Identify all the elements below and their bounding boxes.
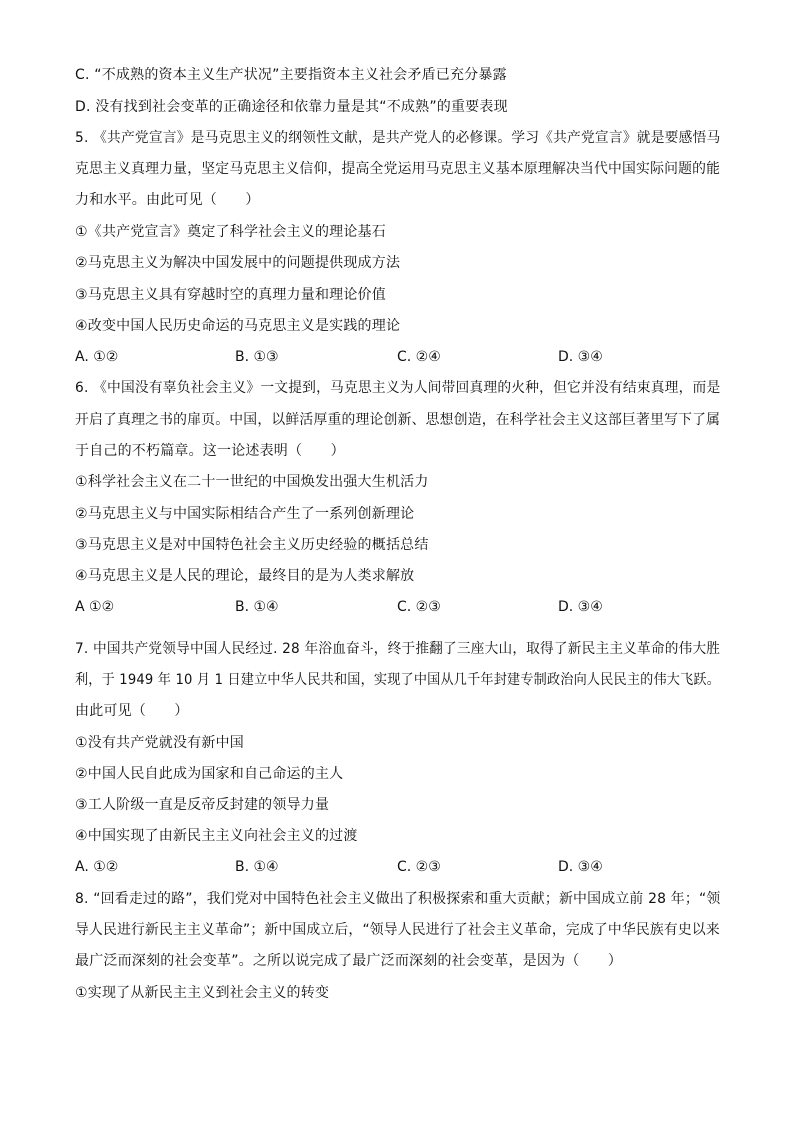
q5-statement-4: ④改变中国人民历史命运的马克思主义是实践的理论 bbox=[75, 318, 401, 334]
q7-stem-line-2: 利，于 1949 年 10 月 1 日建立中华人民共和国，实现了中国从几千年封建专制政治向人民民主的伟大飞跃。 bbox=[75, 672, 721, 688]
q5-statement-3: ③马克思主义具有穿越时空的真理力量和理论价值 bbox=[75, 287, 386, 303]
q6-options bbox=[75, 598, 715, 616]
q8-stem-line-2: 导人民进行新民主主义革命”；新中国成立后，“领导人民进行了社会主义革命，完成了中华民族有史以来 bbox=[75, 922, 720, 938]
q5-options bbox=[75, 348, 715, 366]
q7-option-c: C. ②③ bbox=[397, 859, 441, 875]
q8-stem-line-1: 8. “回看走过的路”，我们党对中国特色社会主义做出了积极探索和重大贡献；新中国成立前 28 年；“领 bbox=[75, 891, 721, 907]
q7-stem-line-3: 由此可见（ ） bbox=[75, 703, 189, 719]
q7-statement-3: ③工人阶级一直是反帝反封建的领导力量 bbox=[75, 797, 330, 813]
q6-option-d: D. ③④ bbox=[558, 599, 603, 615]
q7-option-b: B. ①④ bbox=[235, 859, 279, 875]
q6-stem-line-2: 开启了真理之书的扉页。中国，以鲜活厚重的理论创新、思想创造，在科学社会主义这部巨著里写下了属 bbox=[75, 412, 721, 428]
q4-option-d: D. 没有找到社会变革的正确途径和依靠力量是其“不成熟”的重要表现 bbox=[75, 99, 508, 115]
q7-stem-line-1: 7. 中国共产党领导中国人民经过. 28 年浴血奋斗，终于推翻了三座大山，取得了新民主主义革命的伟大胜 bbox=[75, 641, 721, 657]
q5-option-b: B. ①③ bbox=[235, 349, 279, 365]
q6-option-a: A ①② bbox=[75, 599, 115, 615]
q6-option-b: B. ①④ bbox=[235, 599, 279, 615]
q7-statement-2: ②中国人民自此成为国家和自己命运的主人 bbox=[75, 766, 344, 782]
q6-statement-4: ④马克思主义是人民的理论，最终目的是为人类求解放 bbox=[75, 568, 415, 584]
q6-statement-3: ③马克思主义是对中国特色社会主义历史经验的概括总结 bbox=[75, 537, 429, 553]
q5-stem-line-1: 5. 《共产党宣言》是马克思主义的纲领性文献，是共产党人的必修课。学习《共产党宣言》就是要感悟马 bbox=[75, 130, 721, 146]
q8-stem-line-3: 最广泛而深刻的社会变革”。之所以说完成了最广泛而深刻的社会变革，是因为（ ） bbox=[75, 953, 623, 969]
q5-statement-2: ②马克思主义为解决中国发展中的问题提供现成方法 bbox=[75, 255, 401, 271]
q5-stem-line-2: 克思主义真理力量，坚定马克思主义信仰，提高全党运用马克思主义基本原理解决当代中国实际问题的能 bbox=[75, 161, 721, 177]
q7-option-a: A. ①② bbox=[75, 859, 119, 875]
q5-stem-line-3: 力和水平。由此可见（ ） bbox=[75, 192, 260, 208]
q7-statement-4: ④中国实现了由新民主主义向社会主义的过渡 bbox=[75, 828, 358, 844]
q6-statement-2: ②马克思主义与中国实际相结合产生了一系列创新理论 bbox=[75, 506, 415, 522]
q7-option-d: D. ③④ bbox=[558, 859, 603, 875]
q6-stem-line-1: 6. 《中国没有辜负社会主义》一文提到，马克思主义为人间带回真理的火种，但它并没有结束真理，而是 bbox=[75, 380, 721, 396]
q6-stem-line-3: 于自己的不朽篇章。这一论述表明（ ） bbox=[75, 443, 345, 459]
q5-statement-1: ①《共产党宣言》奠定了科学社会主义的理论基石 bbox=[75, 224, 386, 240]
q7-options bbox=[75, 858, 715, 876]
q4-option-c: C. “不成熟的资本主义生产状况”主要指资本主义社会矛盾已充分暴露 bbox=[75, 67, 507, 83]
q5-option-d: D. ③④ bbox=[558, 349, 603, 365]
q7-statement-1: ①没有共产党就没有新中国 bbox=[75, 735, 244, 751]
q6-statement-1: ①科学社会主义在二十一世纪的中国焕发出强大生机活力 bbox=[75, 474, 429, 490]
q8-statement-1: ①实现了从新民主主义到社会主义的转变 bbox=[75, 985, 330, 1001]
q5-option-a: A. ①② bbox=[75, 349, 119, 365]
q6-option-c: C. ②③ bbox=[397, 599, 441, 615]
q5-option-c: C. ②④ bbox=[397, 349, 441, 365]
